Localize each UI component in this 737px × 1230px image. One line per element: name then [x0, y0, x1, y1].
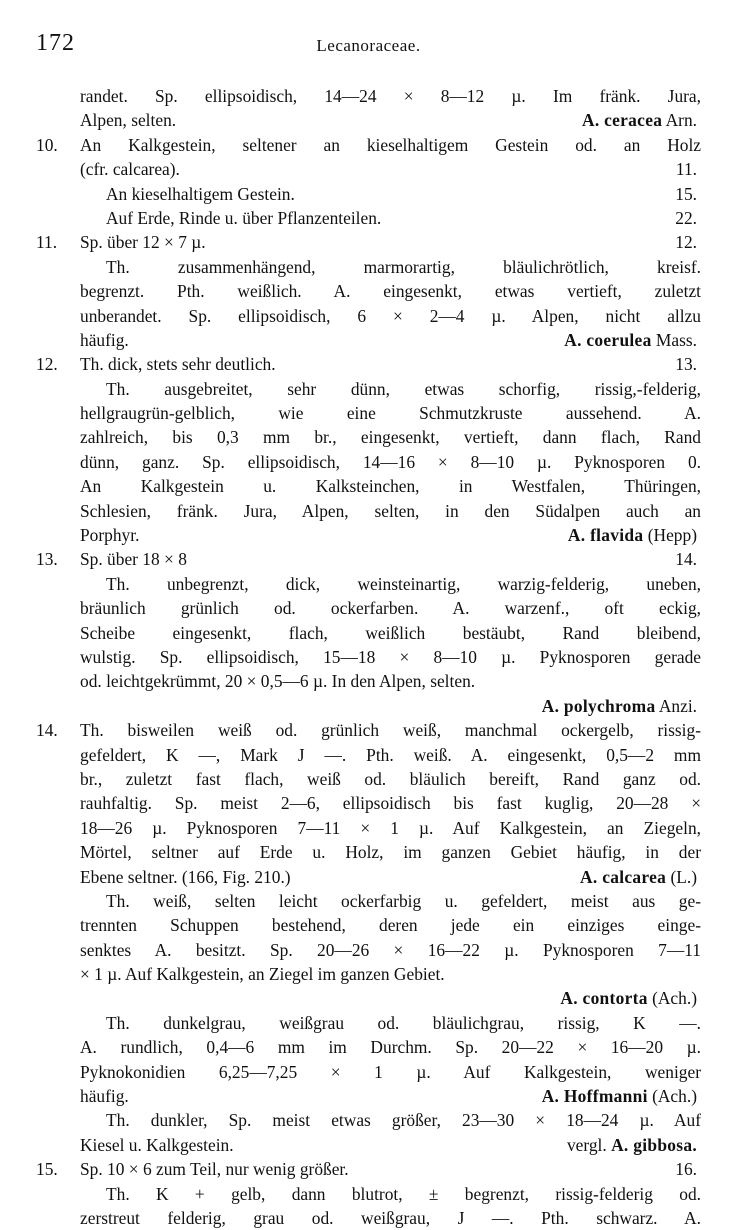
species-name: [560, 986, 697, 1010]
line-text: An kieselhaltigem Gestein.: [106, 183, 295, 204]
line-text: Schlesien, fränk. Jura, Alpen, selten, in den Südalpen auch an: [80, 500, 701, 521]
species-author: Anzi.: [655, 695, 697, 716]
line-text: häufig.: [80, 329, 129, 350]
couplet-number: 13.: [36, 549, 58, 570]
line-text: randet. Sp. ellipsoidisch, 14—24 × 8—12 µ. Im fränk. Jura,: [80, 86, 701, 106]
page-number: 172: [36, 30, 75, 56]
line-text: rauhfaltig. Sp. meist 2—6, ellipsoidisch bis fast kuglig, 20—28 ×: [80, 793, 701, 814]
couplet-number: 15.: [36, 1159, 58, 1180]
line-text: br., zuletzt fast flach, weiß od. bläulich bereift, Rand ganz od.: [80, 768, 701, 789]
key-line: [36, 547, 701, 571]
key-line: [36, 523, 701, 547]
species-binomial: A. calcarea: [580, 866, 667, 887]
species-name: [567, 1133, 697, 1157]
key-line: [36, 816, 701, 840]
key-line: [36, 84, 701, 108]
key-line: [36, 694, 701, 718]
line-text: Pyknokonidien 6,25—7,25 × 1 µ. Auf Kalkgestein, weniger: [80, 1061, 701, 1082]
species-author: Arn.: [662, 110, 697, 131]
line-text: bräunlich grünlich od. ockerfarben. A. warzenf., oft eckig,: [80, 598, 701, 619]
lead-reference: 12.: [675, 232, 697, 253]
line-text: Kiesel u. Kalkgestein.: [80, 1134, 234, 1155]
species-name: [580, 865, 697, 889]
key-line: [36, 279, 701, 303]
key-line: [36, 474, 701, 498]
line-text: begrenzt. Pth. weißlich. A. eingesenkt, etwas vertieft, zuletzt: [80, 281, 701, 302]
key-line: [36, 718, 701, 742]
species-binomial: A. flavida: [567, 525, 644, 546]
couplet-number: 12.: [36, 354, 58, 375]
line-text: Mörtel, seltner auf Erde u. Holz, im ganzen Gebiet häufig, in der: [80, 842, 701, 863]
lead-reference: 22.: [675, 207, 697, 228]
line-text: trennten Schuppen bestehend, deren jede ein einziges einge-: [80, 915, 701, 936]
line-text: × 1 µ. Auf Kalkgestein, an Ziegel im ganzen Gebiet.: [80, 964, 445, 985]
key-line: [36, 304, 701, 328]
line-text: Th. bisweilen weiß od. grünlich weiß, manchmal ockergelb, rissig-: [80, 720, 701, 741]
line-text: Th. K + gelb, dann blutrot, ± begrenzt, rissig-felderig od.: [106, 1183, 701, 1204]
line-text: Th. dunkelgrau, weißgrau od. bläulichgrau, rissig, K —.: [106, 1012, 701, 1033]
lead-reference: 15.: [675, 183, 697, 204]
line-text: senktes A. besitzt. Sp. 20—26 × 16—22 µ. Pyknosporen 7—11: [80, 939, 701, 960]
key-line: [36, 743, 701, 767]
species-prefix: vergl.: [566, 1134, 612, 1155]
key-line: [36, 425, 701, 449]
line-text: A. rundlich, 0,4—6 mm im Durchm. Sp. 20—22 × 16—20 µ.: [80, 1037, 701, 1058]
running-title: Lecanoraceae.: [316, 36, 421, 55]
key-line: [36, 377, 701, 401]
key-line: [36, 499, 701, 523]
couplet-number: 14.: [36, 720, 58, 741]
species-author: Mass.: [651, 329, 697, 350]
key-line: [36, 157, 701, 181]
line-text: (cfr. calcarea).: [80, 159, 180, 180]
key-line: [36, 767, 701, 791]
line-text: Scheibe eingesenkt, flach, weißlich bestäubt, Rand bleibend,: [80, 622, 701, 643]
key-line: [36, 206, 701, 230]
line-text: hellgraugrün-gelblich, wie eine Schmutzkruste aussehend. A.: [80, 403, 701, 424]
key-line: [36, 1182, 701, 1206]
lead-reference: 14.: [675, 549, 697, 570]
key-line: [36, 133, 701, 157]
line-text: Th. dick, stets sehr deutlich.: [80, 354, 276, 375]
line-text: zerstreut felderig, grau od. weißgrau, J —. Pth. schwarz. A.: [80, 1207, 701, 1228]
line-text: Th. dunkler, Sp. meist etwas größer, 23—30 × 18—24 µ. Auf: [106, 1110, 701, 1131]
lead-reference: 11.: [675, 159, 697, 180]
key-line: [36, 840, 701, 864]
key-line: [36, 1060, 701, 1084]
couplet-number: 10.: [36, 134, 58, 155]
species-binomial: A. ceracea: [581, 110, 663, 131]
key-line: [36, 572, 701, 596]
key-line: [36, 621, 701, 645]
species-binomial: A. polychroma: [541, 695, 656, 716]
key-line: [36, 913, 701, 937]
key-line: [36, 986, 701, 1010]
line-text: häufig.: [80, 1086, 129, 1107]
line-text: Th. weiß, selten leicht ockerfarbig u. gefeldert, meist aus ge-: [106, 890, 701, 911]
key-line: [36, 865, 701, 889]
key-line: [36, 450, 701, 474]
line-text: Ebene seltner. (166, Fig. 210.): [80, 866, 291, 887]
key-line: [36, 669, 701, 693]
lead-reference: 13.: [675, 354, 697, 375]
key-line: [36, 1206, 701, 1230]
key-line: [36, 255, 701, 279]
key-line: [36, 108, 701, 132]
key-line: [36, 230, 701, 254]
species-author: (L.): [666, 866, 697, 887]
species-author: (Ach.): [647, 988, 697, 1009]
key-line: [36, 401, 701, 425]
species-name: [564, 328, 697, 352]
species-binomial: A. coerulea: [564, 329, 652, 350]
species-binomial: A. Hoffmanni: [541, 1086, 648, 1107]
line-text: Th. zusammenhängend, marmorartig, bläulichrötlich, kreisf.: [106, 256, 701, 277]
line-text: Alpen, selten.: [80, 110, 177, 131]
line-text: An Kalkgestein u. Kalksteinchen, in Westfalen, Thüringen,: [80, 476, 701, 497]
line-text: 18—26 µ. Pyknosporen 7—11 × 1 µ. Auf Kalkgestein, an Ziegeln,: [80, 817, 701, 838]
species-name: [542, 1084, 697, 1108]
line-text: gefeldert, K —, Mark J —. Pth. weiß. A. eingesenkt, 0,5—2 mm: [80, 744, 701, 765]
line-text: wulstig. Sp. ellipsoidisch, 15—18 × 8—10 µ. Pyknosporen gerade: [80, 646, 701, 667]
species-binomial: A. contorta: [560, 988, 648, 1009]
lead-reference: 16.: [675, 1159, 697, 1180]
species-name: [542, 694, 697, 718]
key-line: [36, 1084, 701, 1108]
key-line: [36, 1157, 701, 1181]
line-text: Th. ausgebreitet, sehr dünn, etwas schorfig, rissig,-felderig,: [106, 378, 701, 399]
key-line: [36, 1011, 701, 1035]
key-line: [36, 182, 701, 206]
line-text: od. leichtgekrümmt, 20 × 0,5—6 µ. In den Alpen, selten.: [80, 671, 476, 692]
line-text: Auf Erde, Rinde u. über Pflanzenteilen.: [106, 207, 382, 228]
key-line: [36, 962, 701, 986]
line-text: Porphyr.: [80, 525, 140, 546]
species-author: (Ach.): [647, 1086, 697, 1107]
couplet-number: 11.: [36, 232, 58, 253]
key-line: [36, 1035, 701, 1059]
key-line: [36, 791, 701, 815]
line-text: dünn, ganz. Sp. ellipsoidisch, 14—16 × 8—10 µ. Pyknosporen 0.: [80, 451, 701, 472]
line-text: Sp. über 18 × 8: [80, 549, 187, 570]
key-line: [36, 596, 701, 620]
page-body: [36, 84, 701, 1230]
species-binomial: A. gibbosa.: [611, 1134, 697, 1155]
line-text: An Kalkgestein, seltener an kieselhaltigem Gestein od. an Holz: [80, 134, 701, 155]
key-line: [36, 645, 701, 669]
key-line: [36, 938, 701, 962]
key-line: [36, 1133, 701, 1157]
page-header: [36, 30, 701, 66]
key-line: [36, 1108, 701, 1132]
key-line: [36, 352, 701, 376]
species-name: [568, 523, 697, 547]
species-author: (Hepp): [643, 525, 697, 546]
key-line: [36, 328, 701, 352]
line-text: Sp. 10 × 6 zum Teil, nur wenig größer.: [80, 1159, 349, 1180]
line-text: Th. unbegrenzt, dick, weinsteinartig, warzig-felderig, uneben,: [106, 573, 701, 594]
line-text: zahlreich, bis 0,3 mm br., eingesenkt, vertieft, dann flach, Rand: [80, 427, 701, 448]
key-line: [36, 889, 701, 913]
line-text: unberandet. Sp. ellipsoidisch, 6 × 2—4 µ. Alpen, nicht allzu: [80, 305, 701, 326]
line-text: Sp. über 12 × 7 µ.: [80, 232, 206, 253]
species-name: [582, 108, 697, 132]
